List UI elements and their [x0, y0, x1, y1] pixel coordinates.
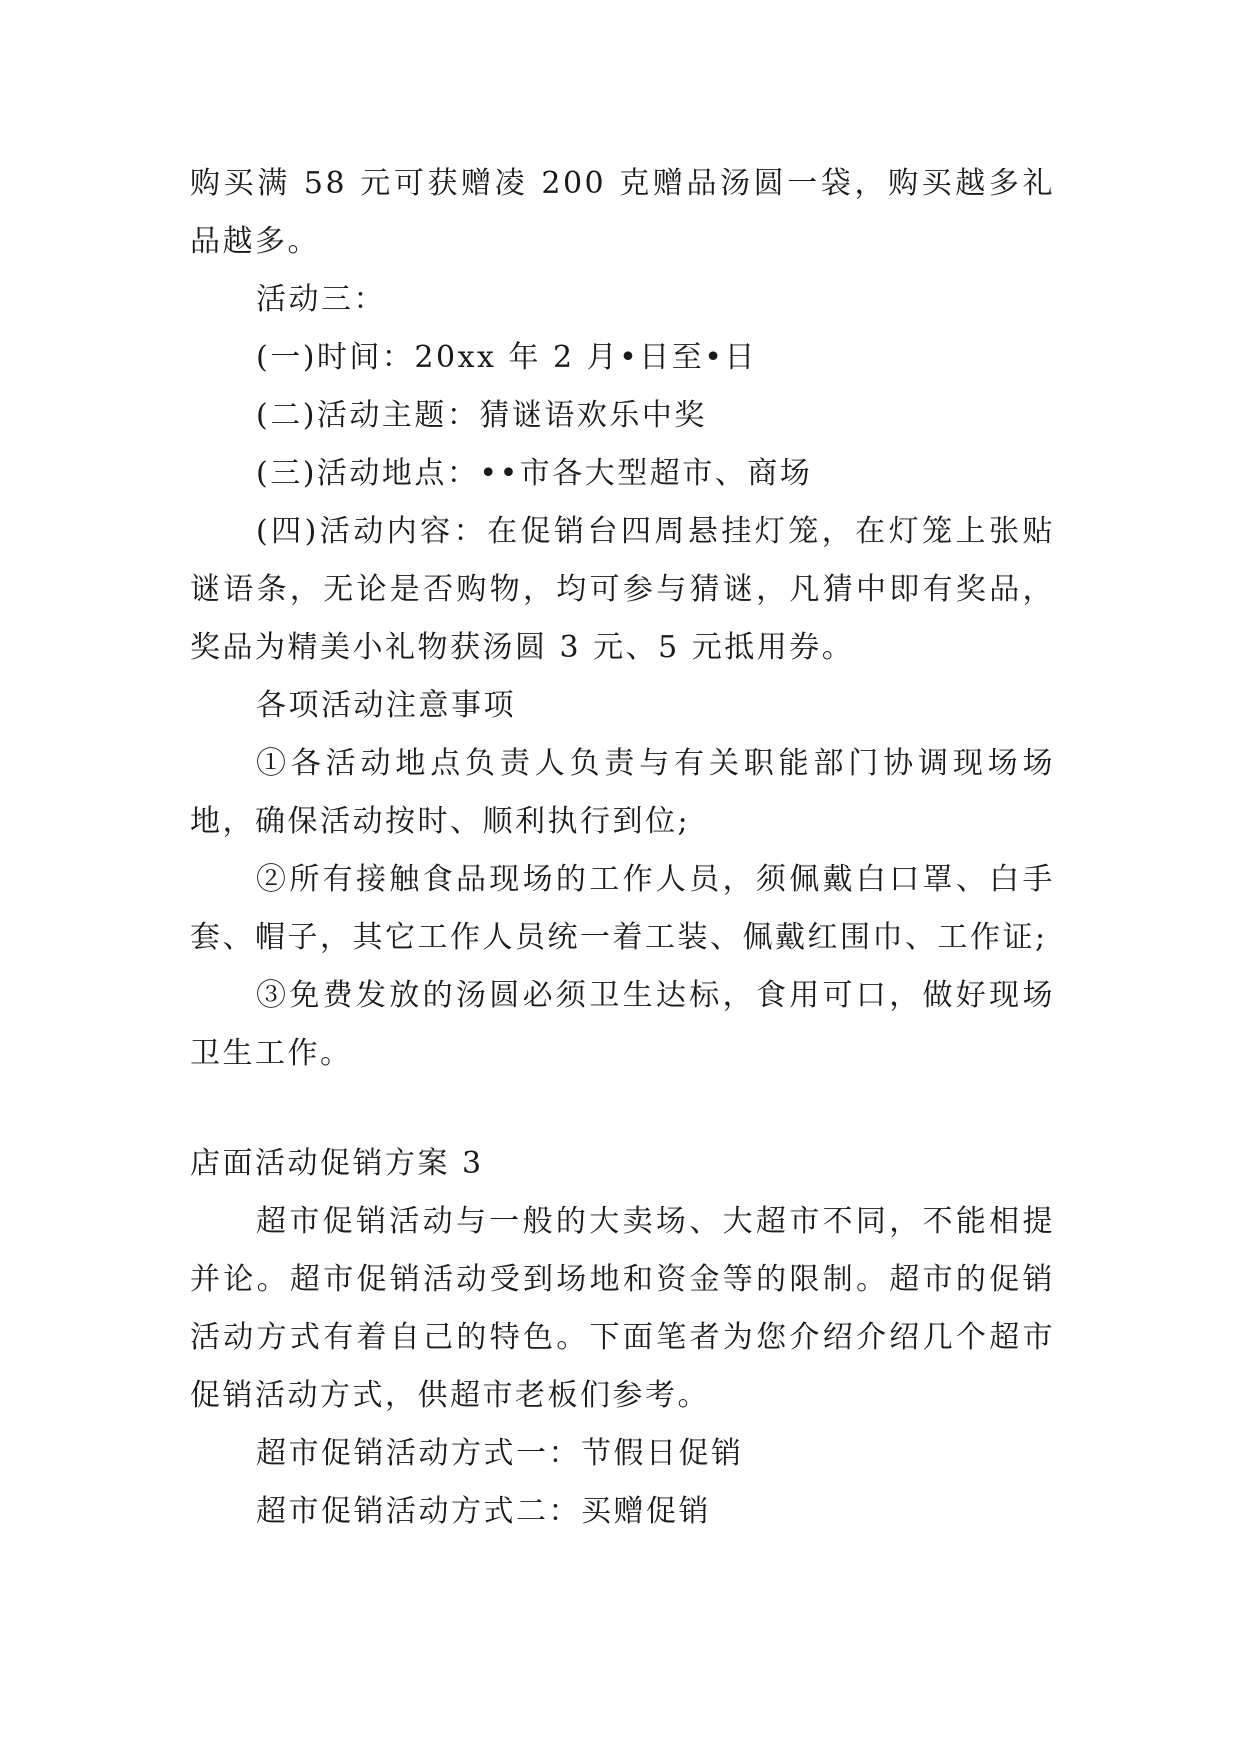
paragraph-plan-intro: 超市促销活动与一般的大卖场、大超市不同，不能相提并论。超市促销活动受到场地和资金等的限制。超市的促销活动方式有着自己的特色。下面笔者为您介绍介绍几个超市促销活动方式，供超市老板们参考。	[190, 1204, 1055, 1413]
paragraph-notes-heading: 各项活动注意事项	[256, 688, 516, 723]
paragraph-note-two: ②所有接触食品现场的工作人员，须佩戴白口罩、白手套、帽子，其它工作人员统一着工装、佩戴红围巾、工作证;	[190, 862, 1055, 955]
paragraph-activity-time: (一)时间：20xx 年 2 月•日至•日	[256, 340, 758, 375]
paragraph-method-one: 超市促销活动方式一：节假日促销	[256, 1436, 744, 1471]
paragraph-activity-theme: (二)活动主题：猜谜语欢乐中奖	[256, 398, 707, 433]
document-body	[190, 155, 1055, 1541]
paragraph-activity-location: (三)活动地点：••市各大型超市、商场	[256, 456, 813, 491]
paragraph-activity-three-heading: 活动三：	[256, 282, 386, 317]
paragraph-note-one: ①各活动地点负责人负责与有关职能部门协调现场场地，确保活动按时、顺利执行到位;	[190, 746, 1055, 839]
paragraph-gift-rule: 购买满 58 元可获赠凌 200 克赠品汤圆一袋，购买越多礼品越多。	[190, 166, 1055, 259]
paragraph-activity-content: (四)活动内容：在促销台四周悬挂灯笼，在灯笼上张贴谜语条，无论是否购物，均可参与猜谜，凡猜中即有奖品，奖品为精美小礼物获汤圆 3 元、5 元抵用券。	[190, 514, 1055, 665]
paragraph-method-two: 超市促销活动方式二：买赠促销	[256, 1494, 711, 1529]
paragraph-note-three: ③免费发放的汤圆必须卫生达标，食用可口，做好现场卫生工作。	[190, 978, 1055, 1071]
section-title-plan-3: 店面活动促销方案 3	[190, 1146, 484, 1181]
